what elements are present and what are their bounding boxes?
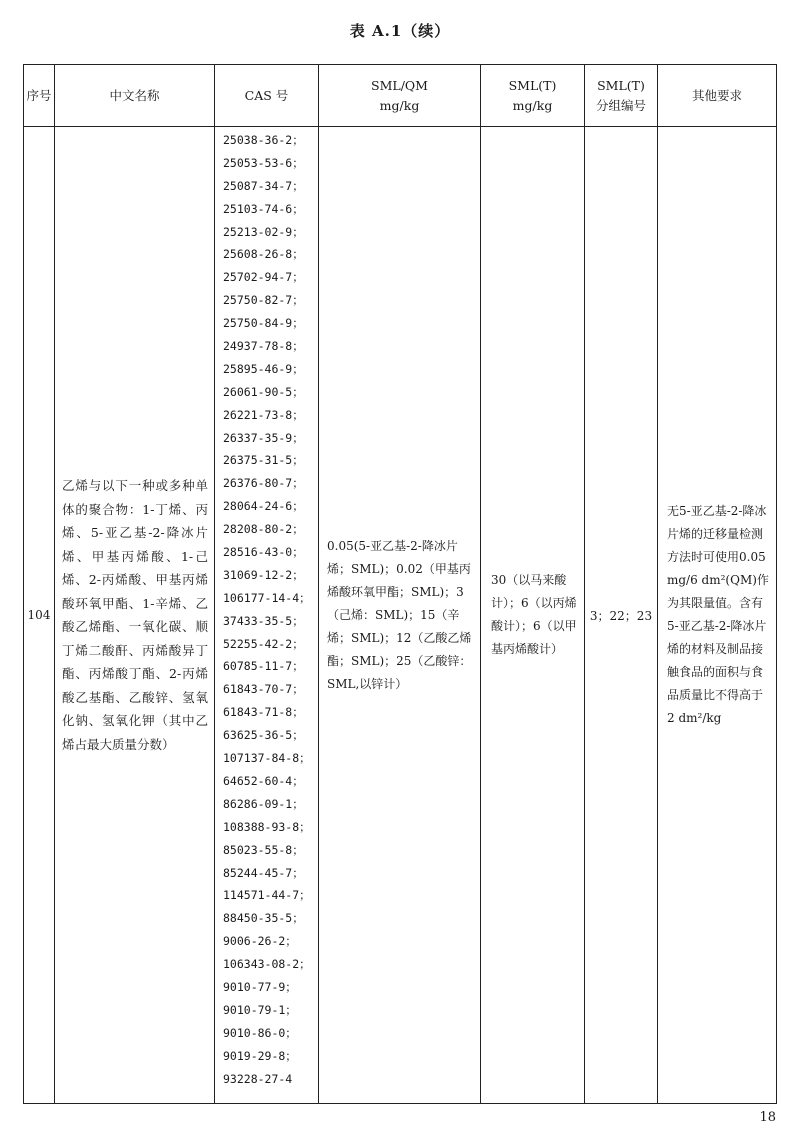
table-title: 表 A.1（续） bbox=[349, 22, 451, 40]
cas-number: 9010-79-1； bbox=[223, 1002, 297, 1017]
cas-number: 25750-84-9； bbox=[223, 316, 304, 331]
cas-number: 25087-34-7； bbox=[223, 178, 304, 193]
cell-other: 无5-亚乙基-2-降冰片烯的迁移量检测方法时可使用0.05 mg/6 dm²(QM)作为其限量值。含有5-亚乙基-2-降冰片烯的材料及制品接触食品的面积与食品质量比不得高于2 dm²/kg bbox=[658, 127, 777, 1104]
additive-table bbox=[23, 64, 777, 1104]
header-name: 中文名称 bbox=[55, 65, 215, 127]
cas-number: 9010-77-9； bbox=[223, 979, 297, 994]
header-sml-qm bbox=[319, 65, 481, 127]
cas-number: 26221-73-8； bbox=[223, 407, 304, 422]
cas-number: 108388-93-8； bbox=[223, 819, 311, 834]
cas-number: 61843-70-7； bbox=[223, 682, 304, 697]
cas-number: 26337-35-9； bbox=[223, 430, 304, 445]
header-group-label: SML(T) bbox=[597, 77, 645, 93]
cas-number: 37433-35-5； bbox=[223, 613, 304, 628]
cas-number: 106343-08-2； bbox=[223, 957, 311, 972]
header-sml-qm-label: SML/QM bbox=[371, 77, 428, 93]
cas-number: 85244-45-7； bbox=[223, 865, 304, 880]
cas-number: 31069-12-2； bbox=[223, 567, 304, 582]
cas-number: 25895-46-9； bbox=[223, 361, 304, 376]
cas-number: 93228-27-4 bbox=[223, 1071, 293, 1086]
header-sml-t bbox=[481, 65, 585, 127]
header-group bbox=[585, 65, 658, 127]
cas-number: 86286-09-1； bbox=[223, 796, 304, 811]
cas-number: 25750-82-7； bbox=[223, 293, 304, 308]
cas-number: 61843-71-8； bbox=[223, 705, 304, 720]
cas-number: 107137-84-8； bbox=[223, 751, 311, 766]
cas-number: 24937-78-8； bbox=[223, 339, 304, 354]
cas-number: 26375-31-5； bbox=[223, 453, 304, 468]
cell-group: 3；22；23 bbox=[585, 127, 658, 1104]
header-group-label-2: 分组编号 bbox=[595, 97, 646, 113]
header-seq: 序号 bbox=[24, 65, 55, 127]
header-cas: CAS 号 bbox=[215, 65, 319, 127]
cell-seq: 104 bbox=[24, 127, 55, 1104]
cas-number: 28208-80-2； bbox=[223, 522, 304, 537]
cas-number: 25608-26-8； bbox=[223, 247, 304, 262]
cas-number: 25213-02-9； bbox=[223, 224, 304, 239]
page-number: 18 bbox=[759, 1110, 776, 1125]
cas-number: 106177-14-4； bbox=[223, 590, 311, 605]
cas-number: 88450-35-5； bbox=[223, 911, 304, 926]
header-sml-t-unit: mg/kg bbox=[512, 97, 553, 113]
header-sml-qm-unit: mg/kg bbox=[379, 97, 420, 113]
cas-number: 63625-36-5； bbox=[223, 728, 304, 743]
cas-number: 25038-36-2； bbox=[223, 133, 304, 147]
cas-number: 26061-90-5； bbox=[223, 384, 304, 399]
cas-number: 26376-80-7； bbox=[223, 476, 304, 491]
cas-number: 60785-11-7； bbox=[223, 659, 304, 674]
cas-number: 64652-60-4； bbox=[223, 773, 304, 788]
header-sml-t-label: SML(T) bbox=[508, 77, 557, 93]
cas-number: 25702-94-7； bbox=[223, 270, 304, 285]
table-row bbox=[24, 127, 777, 1104]
cell-cas bbox=[215, 127, 319, 1104]
cas-number: 25053-53-6； bbox=[223, 155, 304, 170]
cas-number: 9019-29-8； bbox=[223, 1048, 297, 1063]
cell-sml-t: 30（以马来酸计）；6（以丙烯酸计）；6（以甲基丙烯酸计） bbox=[481, 127, 585, 1104]
cas-number: 28516-43-0； bbox=[223, 545, 304, 560]
cas-number: 9010-86-0； bbox=[223, 1025, 297, 1040]
header-row bbox=[24, 65, 777, 127]
cas-number: 25103-74-6； bbox=[223, 201, 304, 216]
cas-number: 52255-42-2； bbox=[223, 636, 304, 651]
cell-name: 乙烯与以下一种或多种单体的聚合物：1-丁烯、丙烯、5-亚乙基-2-降冰片烯、甲基丙烯酸、1-己烯、2-丙烯酸、甲基丙烯酸环氧甲酯、1-辛烯、乙酸乙烯酯、一氧化碳、顺丁烯二酸酐、丙烯酸异丁酯、丙烯酸丁酯、2-丙烯酸乙基酯、乙酸锌、氢氧化钠、氢氧化钾（其中乙烯占最大质量分数） bbox=[55, 127, 215, 1104]
cas-number: 28064-24-6； bbox=[223, 499, 304, 514]
cas-number: 114571-44-7； bbox=[223, 888, 311, 903]
cas-number: 9006-26-2； bbox=[223, 934, 297, 949]
cas-number: 85023-55-8； bbox=[223, 842, 304, 857]
cell-sml-qm: 0.05(5-亚乙基-2-降冰片烯；SML)；0.02（甲基丙烯酸环氧甲酯；SML)；3（己烯：SML)；15（辛烯；SML)；12（乙酸乙烯酯；SML)；25（乙酸锌：SML,以锌计） bbox=[319, 127, 481, 1104]
header-other: 其他要求 bbox=[658, 65, 777, 127]
